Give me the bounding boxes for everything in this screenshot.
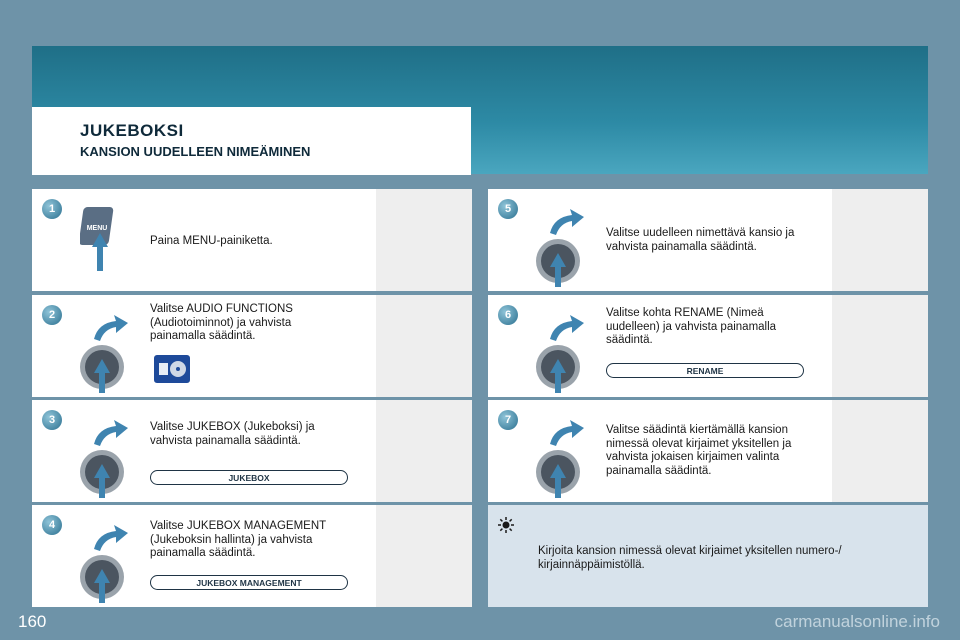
console-illustration (832, 189, 928, 291)
step-1 (32, 189, 472, 291)
console-illustration (832, 295, 928, 397)
knob-press-icon (76, 414, 140, 500)
page-title: JUKEBOKSI (80, 121, 184, 140)
console-illustration (376, 295, 472, 397)
console-illustration (376, 505, 472, 607)
menu-button-icon (80, 205, 144, 291)
step-text: Valitse säädintä kiertämällä kansion nimessä olevat kirjaimet yksitellen ja vahvista jokaisen kirjaimen valinta painamalla säädintä. (606, 424, 792, 477)
console-illustration (376, 189, 472, 291)
knob-press-icon (532, 309, 596, 395)
audio-functions-icon (154, 355, 190, 383)
step-text: Valitse JUKEBOX (Jukeboksi) ja vahvista painamalla säädintä. (150, 421, 315, 447)
menu-label-jukebox-management: JUKEBOX MANAGEMENT (150, 575, 348, 590)
step-4 (32, 505, 472, 607)
step-number: 4 (42, 515, 62, 535)
step-number: 6 (498, 305, 518, 325)
console-illustration (376, 400, 472, 502)
menu-button-label: MENU (86, 225, 108, 232)
step-text: Valitse JUKEBOX MANAGEMENT (Jukeboksin hallinta) ja vahvista painamalla säädintä. (150, 520, 326, 559)
knob-press-icon (76, 309, 140, 395)
title-box (32, 107, 471, 175)
sun-tip-icon (498, 517, 514, 533)
console-illustration (832, 400, 928, 502)
step-text: Valitse uudelleen nimettävä kansio ja vahvista painamalla säädintä. (606, 227, 795, 253)
knob-press-icon (532, 203, 596, 289)
step-number: 1 (42, 199, 62, 219)
step-5 (488, 189, 928, 291)
step-number: 5 (498, 199, 518, 219)
watermark: carmanualsonline.info (774, 612, 940, 631)
step-number: 2 (42, 305, 62, 325)
knob-rotate-icon (532, 414, 596, 500)
menu-label-rename: RENAME (606, 363, 804, 378)
step-3 (32, 400, 472, 502)
step-7 (488, 400, 928, 502)
tip-box (488, 505, 928, 607)
knob-press-icon (76, 519, 140, 605)
page-subtitle: KANSION UUDELLEEN NIMEÄMINEN (80, 144, 311, 159)
menu-label-jukebox: JUKEBOX (150, 470, 348, 485)
step-number: 3 (42, 410, 62, 430)
tip-text: Kirjoita kansion nimessä olevat kirjaimet yksitellen numero-/ kirjainnäppäimistöllä. (538, 545, 842, 571)
step-text: Valitse AUDIO FUNCTIONS (Audiotoiminnot) ja vahvista painamalla säädintä. (150, 303, 293, 342)
page-number: 160 (18, 612, 47, 631)
step-6 (488, 295, 928, 397)
step-text: Valitse kohta RENAME (Nimeä uudelleen) ja vahvista painamalla säädintä. (606, 307, 777, 346)
step-text: Paina MENU-painiketta. (150, 235, 273, 247)
step-number: 7 (498, 410, 518, 430)
step-2 (32, 295, 472, 397)
